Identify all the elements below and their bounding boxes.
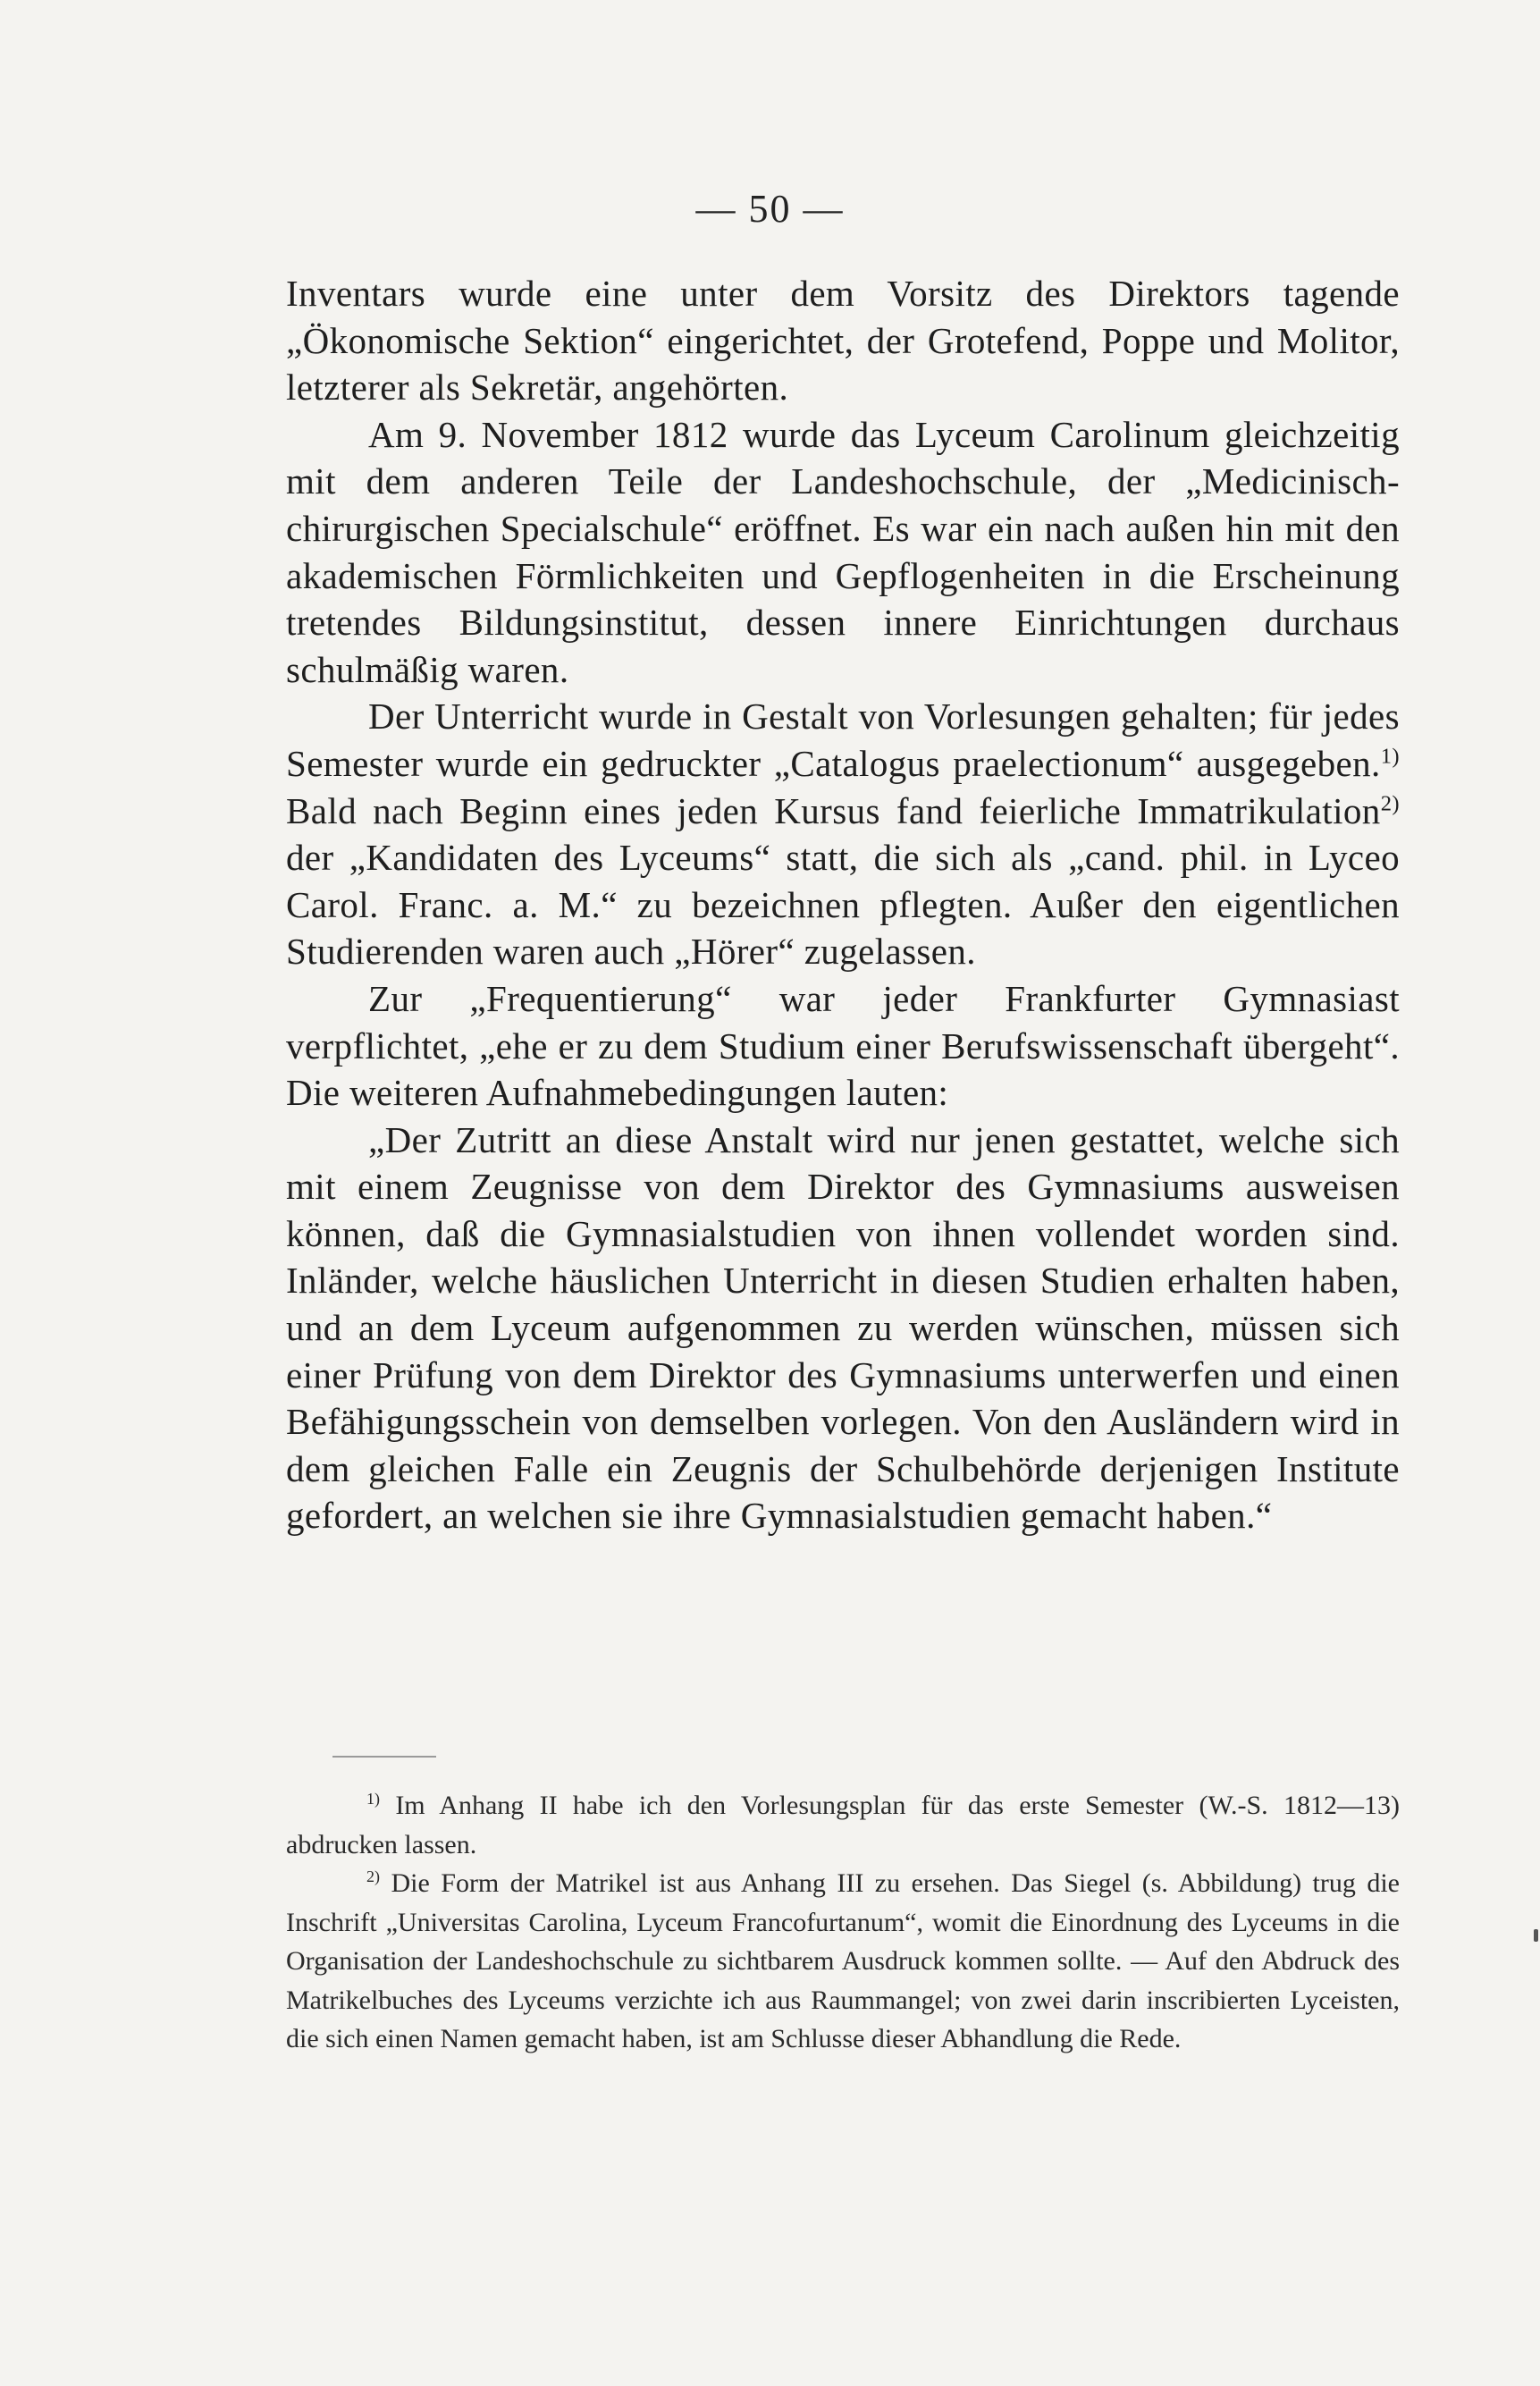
main-text — [286, 270, 1400, 1539]
footnote-2-text: Die Form der Matrikel ist aus Anhang III zu ersehen. Das Siegel (s. Abbildung) trug die Inschrift „Universitas Carolina, Lyceum Francofurtanum“, womit die Einordnung des Lyceums in die Organisation der Landeshochschule zu sichtbarem Ausdruck kommen sollte. — Auf den Abdruck des Matrikelbuches des Lyceums verzichte ich aus Raummangel; von zwei darin inscribierten Lyceisten, die sich einen Namen gemacht haben, ist am Schlusse dieser Abhandlung die Rede. — [286, 1868, 1400, 2053]
paragraph-unterricht — [286, 693, 1400, 975]
unterricht-text-part1: Der Unterricht wurde in Gestalt von Vorlesungen gehalten; für jedes Semester wurde ein gedruckter „Catalogus praelectionum“ ausgegeben. — [286, 696, 1400, 784]
footnote-ref-1: 1) — [1380, 744, 1400, 769]
footnote-separator — [332, 1756, 436, 1758]
scan-edge-mark — [1534, 1929, 1538, 1942]
unterricht-text-part2: Bald nach Beginn eines jeden Kursus fand feierliche Immatrikulation — [286, 789, 1381, 831]
paragraph-eroeffnung: Am 9. November 1812 wurde das Lyceum Carolinum gleichzeitig mit dem anderen Teile der Landeshochschule, der „Medicinisch-chirurgischen Specialschule“ eröffnet. Es war ein nach außen hin mit den akademischen Förmlichkeiten und Gepflogenheiten in die Erscheinung tretendes Bildungsinstitut, dessen innere Einrichtungen durchaus schulmäßig waren. — [286, 413, 1400, 690]
footnotes — [286, 1786, 1400, 2059]
footnote-1-text: Im Anhang II habe ich den Vorlesungsplan für das erste Semester (W.-S. 1812—13) abdrucken lassen. — [286, 1791, 1400, 1859]
page-number: — 50 — — [695, 187, 845, 231]
footnote-2-marker: 2) — [366, 1867, 380, 1885]
footnote-1-marker: 1) — [366, 1790, 380, 1808]
footnote-2 — [286, 1864, 1400, 2059]
unterricht-text-part3: der „Kandidaten des Lyceums“ statt, die sich als „cand. phil. in Lyceo Carol. Franc. a. M.“ zu bezeichnen pflegten. Außer den eigentlichen Studierenden waren auch „Hörer“ zugelassen. — [286, 837, 1400, 973]
paragraph-frequentierung: Zur „Frequentierung“ war jeder Frankfurter Gymnasiast verpflichtet, „ehe er zu dem Studium einer Berufswissenschaft übergeht“. Die weiteren Aufnahmebedingungen lauten: — [286, 977, 1400, 1114]
paragraph-zutritt-quote: „Der Zutritt an diese Anstalt wird nur jenen gestattet, welche sich mit einem Zeugnisse von dem Direktor des Gymnasiums ausweisen können, daß die Gymnasialstudien von ihnen vollendet worden sind. Inländer, welche häuslichen Unterricht in diesen Studien erhalten haben, und an dem Lyceum aufgenommen zu werden wünschen, müssen sich einer Prüfung von dem Direktor des Gymnasiums unterwerfen und einen Befähigungsschein von demselben vorlegen. Von den Ausländern wird in dem gleichen Falle ein Zeugnis der Schulbehörde derjenigen Institute gefordert, an welchen sie ihre Gymnasialstudien gemacht haben.“ — [286, 1118, 1400, 1537]
footnote-ref-2: 2) — [1380, 790, 1400, 815]
footnote-1 — [286, 1786, 1400, 1864]
paragraph-oekonomische-sektion: Inventars wurde eine unter dem Vorsitz des Direktors tagende „Ökonomische Sektion“ eingerichtet, der Grotefend, Poppe und Molitor, letzterer als Sekretär, angehörten. — [286, 273, 1400, 409]
